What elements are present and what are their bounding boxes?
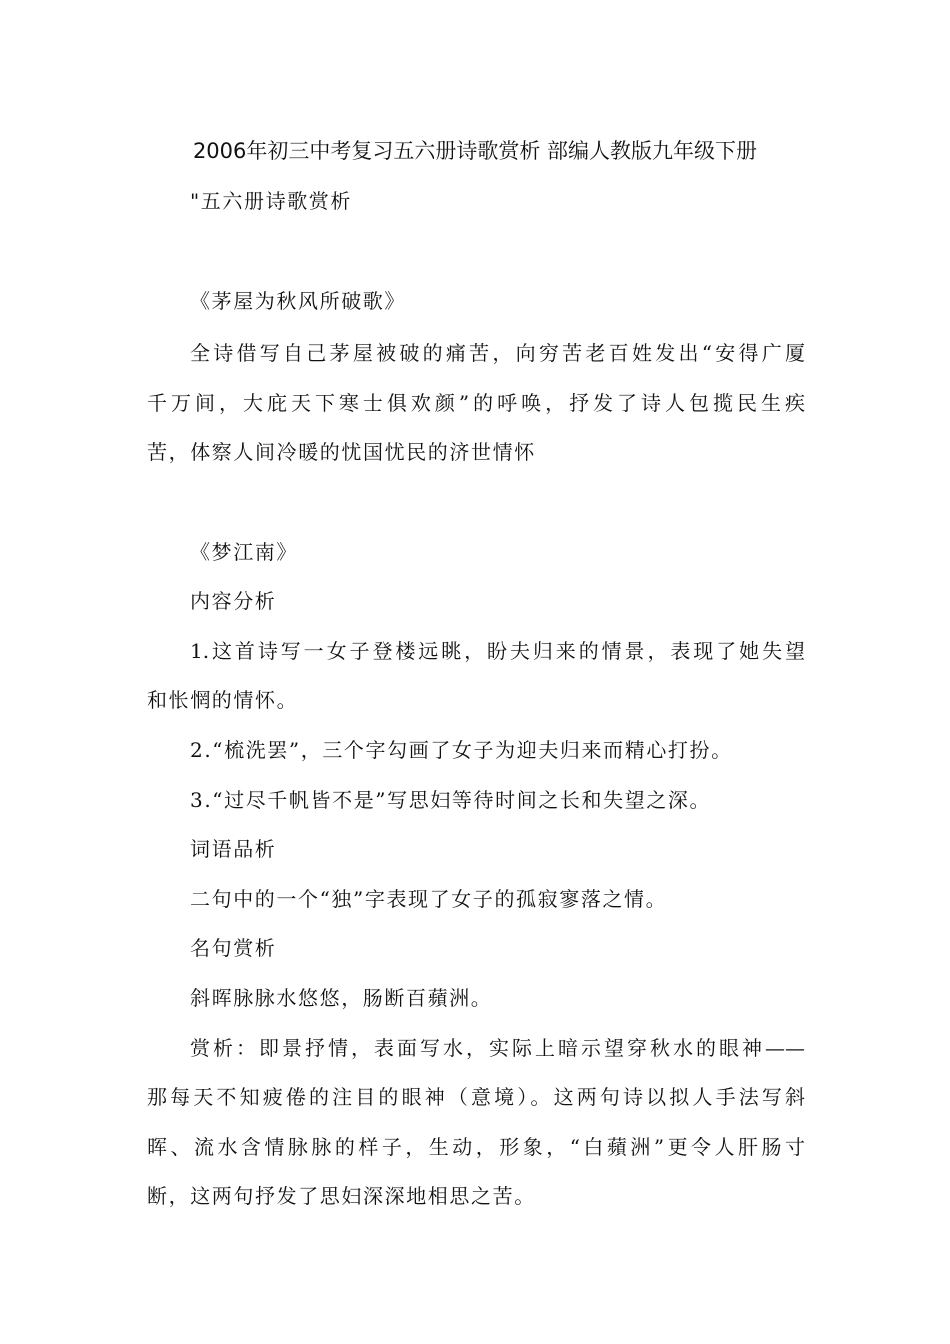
appreciation-line: 晖、流水含情脉脉的样子，生动，形象，“白蘋洲”更令人肝肠寸 <box>147 1135 805 1159</box>
section-label-content-analysis: 内容分析 <box>190 589 277 613</box>
document-title: 2006年初三中考复习五六册诗歌赏析 部编人教版九年级下册 <box>192 139 758 163</box>
poem-title-maowu: 《茅屋为秋风所破歌》 <box>190 289 406 313</box>
list-item-1-line: 1.这首诗写一女子登楼远眺，盼夫归来的情景，表现了她失望 <box>190 639 805 663</box>
word-analysis-text: 二句中的一个“独”字表现了女子的孤寂寥落之情。 <box>190 887 668 911</box>
section-label-word-analysis: 词语品析 <box>190 837 277 861</box>
document-subtitle: "五六册诗歌赏析 <box>190 189 352 213</box>
list-item-2: 2.“梳洗罢”，三个字勾画了女子为迎夫归来而精心打扮。 <box>190 738 733 762</box>
appreciation-line: 断，这两句抒发了思妇深深地相思之苦。 <box>147 1184 536 1208</box>
paragraph-line: 全诗借写自己茅屋被破的痛苦，向穷苦老百姓发出“安得广厦 <box>190 341 805 365</box>
section-label-famous-lines: 名句赏析 <box>190 936 277 960</box>
list-item-1-line: 和怅惘的情怀。 <box>147 688 299 712</box>
poem-title-mengjiangnan: 《梦江南》 <box>190 540 298 564</box>
appreciation-line: 赏析：即景抒情，表面写水，实际上暗示望穿秋水的眼神—— <box>190 1036 805 1060</box>
paragraph-line: 千万间，大庇天下寒士俱欢颜”的呼唤，抒发了诗人包揽民生疾 <box>147 391 805 415</box>
list-item-3: 3.“过尽千帆皆不是”写思妇等待时间之长和失望之深。 <box>190 788 712 812</box>
paragraph-line: 苦，体察人间冷暖的忧国忧民的济世情怀 <box>147 440 536 464</box>
famous-lines-text: 斜晖脉脉水悠悠，肠断百蘋洲。 <box>190 986 493 1010</box>
appreciation-line: 那每天不知疲倦的注目的眼神（意境）。这两句诗以拟人手法写斜 <box>147 1085 805 1109</box>
